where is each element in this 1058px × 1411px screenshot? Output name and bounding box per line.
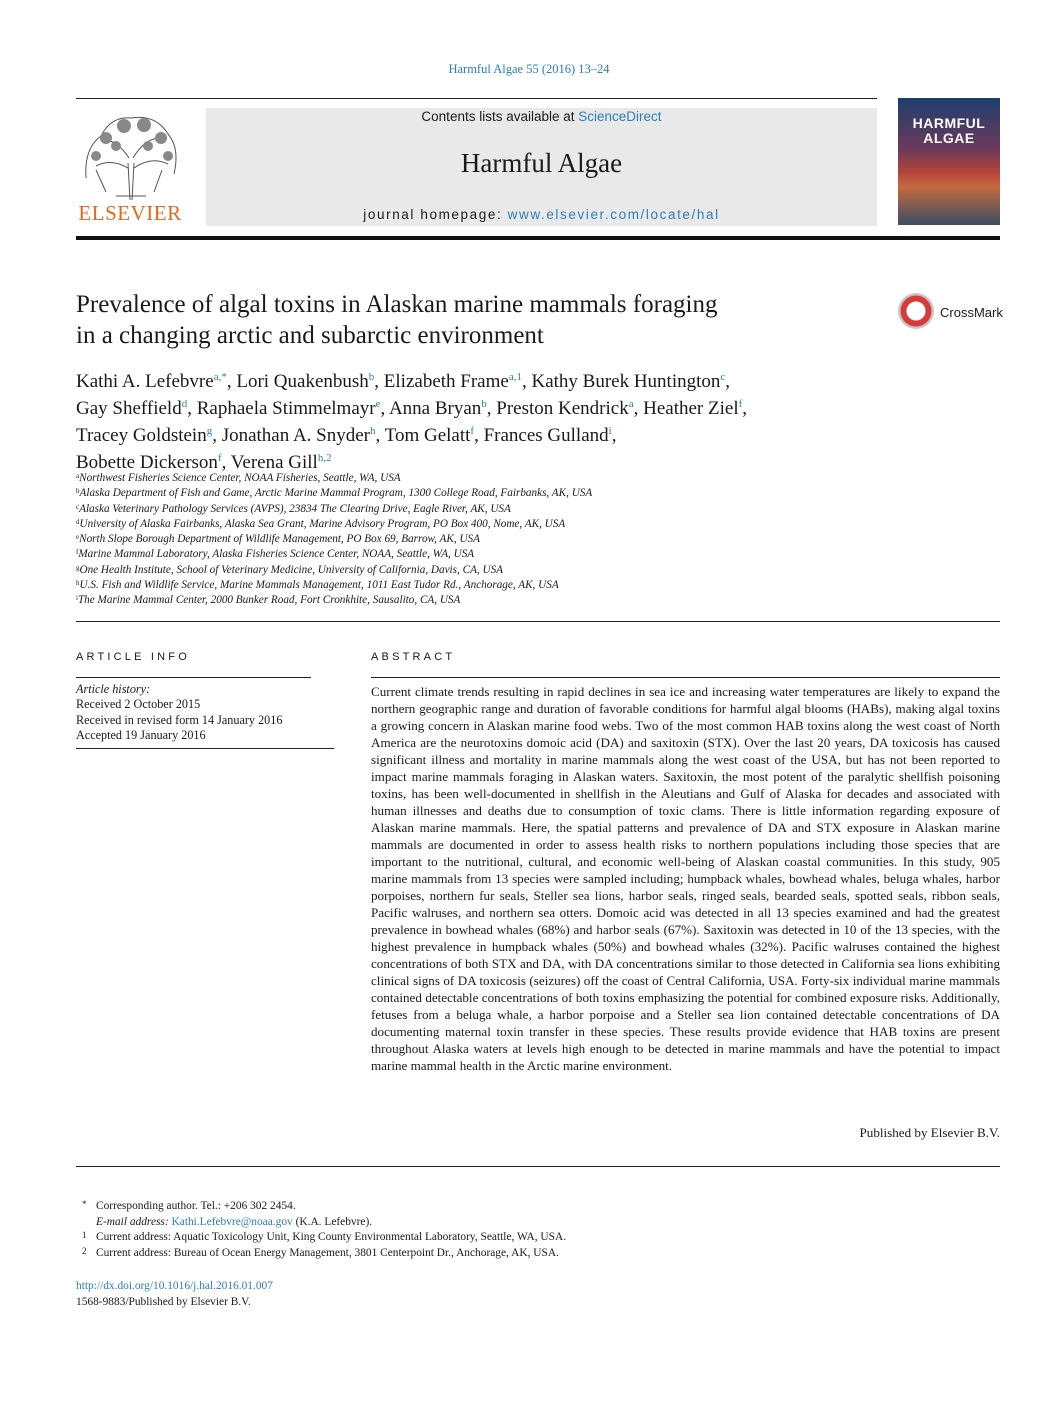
affiliation-item bbox=[76, 515, 976, 530]
author-separator: , bbox=[226, 371, 237, 392]
author-affiliation-marker[interactable]: h,2 bbox=[317, 452, 332, 464]
affiliation-text: U.S. Fish and Wildlife Service, Marine Mammals Management, 1011 East Tudor Rd., Anchorage, AK, USA bbox=[79, 579, 559, 592]
affiliation-item bbox=[76, 469, 976, 484]
affiliation-label: c bbox=[76, 502, 80, 511]
cover-title-line1: HARMFUL bbox=[912, 115, 986, 131]
accepted-date: Accepted 19 January 2016 bbox=[76, 727, 206, 742]
elsevier-logo[interactable] bbox=[76, 108, 184, 226]
affiliation-item bbox=[76, 530, 976, 545]
history-label: Article history: bbox=[76, 682, 151, 696]
author-name[interactable]: Verena Gill bbox=[230, 452, 318, 473]
author-affiliation-marker[interactable]: a,1 bbox=[508, 371, 522, 383]
affiliation-label: g bbox=[76, 563, 80, 572]
affiliation-label: f bbox=[76, 548, 79, 557]
journal-header bbox=[206, 108, 877, 226]
affiliation-label: i bbox=[76, 594, 78, 603]
email-label: E-mail address: bbox=[96, 1215, 169, 1228]
affiliation-item bbox=[76, 484, 976, 499]
author-line bbox=[76, 393, 956, 420]
footnote-1 bbox=[76, 1230, 976, 1246]
journal-citation[interactable]: Harmful Algae 55 (2016) 13–24 bbox=[448, 62, 610, 76]
crossmark-badge[interactable] bbox=[898, 293, 1008, 335]
author-separator: , bbox=[375, 425, 385, 446]
doi-block bbox=[76, 1279, 273, 1310]
cover-title-line2: ALGAE bbox=[923, 130, 975, 146]
author-name[interactable]: Heather Ziel bbox=[643, 398, 739, 419]
article-title bbox=[76, 289, 846, 351]
contents-prefix: Contents lists available at bbox=[421, 109, 575, 124]
author-separator: , bbox=[374, 371, 384, 392]
affiliations-rule bbox=[76, 621, 1000, 622]
article-info-heading: ARTICLE INFO bbox=[76, 651, 190, 663]
affiliation-text: Marine Mammal Laboratory, Alaska Fisheries Science Center, NOAA, Seattle, WA, USA bbox=[78, 548, 475, 561]
author-separator: , bbox=[380, 398, 389, 419]
author-affiliation-marker[interactable]: b bbox=[368, 371, 375, 383]
article-info-rule-top bbox=[76, 677, 311, 678]
author-affiliation-marker[interactable]: i bbox=[608, 425, 612, 437]
affiliation-item bbox=[76, 545, 976, 560]
affiliation-label: e bbox=[76, 533, 80, 542]
author-separator: , bbox=[742, 398, 748, 419]
tree-icon bbox=[76, 108, 184, 203]
author-separator: , bbox=[611, 425, 617, 446]
author-separator: , bbox=[486, 398, 497, 419]
received-date: Received 2 October 2015 bbox=[76, 697, 201, 712]
homepage-link[interactable]: www.elsevier.com/locate/hal bbox=[507, 207, 720, 222]
affiliation-item bbox=[76, 576, 976, 591]
crossmark-icon bbox=[898, 293, 934, 329]
abstract-text: Current climate trends resulting in rapid declines in sea ice and increasing water temperatures are likely to expand the northern geographic range and duration of favorable conditions for harmful algal blooms (HABs), making algal toxins a growing concern in Alaskan marine food webs. Two of the most common HAB toxins along the west coast of North America are the neurotoxins domoic acid (DA) and saxitoxin (STX). Over the last 20 years, DA toxicosis has caused significant illness and mortality in marine mammals along the west coast of the USA, but has not been reported to impact marine mammals foraging in Alaskan waters. Saxitoxin, the most potent of the paralytic shellfish poisoning toxins, has been well-documented in shellfish in the Aleutians and Gulf of Alaska for decades and associated with human illnesses and deaths due to consumption of toxic clams. There is little information regarding exposure of Alaskan marine mammals. Here, the spatial patterns and prevalence of DA and STX exposure in Alaskan marine mammals are documented in order to assess health risks to northern populations including those species that are important to the nutritional, cultural, and economic well-being of Alaskan coastal communities. In this study, 905 marine mammals from 13 species were sampled including; humpback whales, bowhead whales, beluga whales, harbor porpoises, northern fur seals, Steller sea lions, harbor seals, ringed seals, bearded seals, spotted seals, ribbon seals, Pacific walruses, and northern sea otters. Domoic acid was detected in all 13 species examined and had the greatest prevalence in bowhead whales (68%) and harbor seals (67%). Saxitoxin was detected in 10 of the 13 species, with the highest prevalence in humpback whales (50%) and bowhead whales (32%). Pacific walruses contained the highest concentrations of both STX and DA, with DA concentrations similar to those detected in California sea lions exhibiting clinical signs of DA toxicosis (seizures) off the coast of Central California, USA. Forty-six individual marine mammals contained detectable concentrations of both toxins emphasizing the potential for combined exposure risks. Additionally, fetuses from a beluga whale, a harbor porpoise and a Steller sea lion contained detectable concentrations of DA documenting maternal toxin transfer in these species. These results provide evidence that HAB toxins are present throughout Alaska waters at levels high enough to be detected in marine mammals and have the potential to impact marine mammal health in the Arctic marine environment. bbox=[371, 684, 1000, 1073]
journal-cover-image[interactable] bbox=[898, 98, 1000, 225]
author-affiliation-marker[interactable]: a bbox=[628, 398, 634, 410]
author-affiliation-marker[interactable]: g bbox=[206, 425, 213, 437]
author-affiliation-marker[interactable]: b bbox=[481, 398, 487, 410]
author-line bbox=[76, 366, 956, 393]
homepage-prefix: journal homepage: bbox=[363, 207, 503, 222]
abstract-heading: ABSTRACT bbox=[371, 651, 456, 663]
issn-line: 1568-9883/Published by Elsevier B.V. bbox=[76, 1295, 251, 1308]
revised-date: Received in revised form 14 January 2016 bbox=[76, 712, 283, 727]
author-affiliation-marker[interactable]: e bbox=[375, 398, 381, 410]
affiliation-item bbox=[76, 500, 976, 515]
fn-mark-2: 2 bbox=[82, 1245, 87, 1256]
abstract-rule bbox=[371, 677, 1000, 678]
article-history bbox=[76, 682, 336, 743]
affiliation-text: Northwest Fisheries Science Center, NOAA Fisheries, Seattle, WA, USA bbox=[79, 472, 401, 484]
author-separator: , bbox=[212, 425, 222, 446]
author-affiliation-marker[interactable]: d bbox=[181, 398, 188, 410]
author-name[interactable]: Raphaela Stimmelmayr bbox=[196, 398, 376, 419]
author-affiliation-marker[interactable]: f bbox=[217, 452, 222, 464]
footnote-2 bbox=[76, 1246, 976, 1262]
cover-title bbox=[898, 116, 1000, 146]
author-line bbox=[76, 420, 956, 447]
author-name[interactable]: Kathy Burek Huntington bbox=[531, 371, 721, 392]
email-suffix: (K.A. Lefebvre). bbox=[295, 1215, 373, 1228]
elsevier-wordmark: ELSEVIER bbox=[78, 201, 182, 225]
title-line2: in a changing arctic and subarctic environment bbox=[76, 322, 544, 349]
doi-link[interactable]: http://dx.doi.org/10.1016/j.hal.2016.01.007 bbox=[76, 1280, 273, 1292]
affiliation-text: University of Alaska Fairbanks, Alaska Sea Grant, Marine Advisory Program, PO Box 400, Nome, AK, USA bbox=[79, 517, 566, 530]
author-separator: , bbox=[221, 452, 231, 473]
author-name[interactable]: Preston Kendrick bbox=[496, 398, 629, 419]
author-affiliation-marker[interactable]: c bbox=[720, 371, 726, 383]
affiliation-label: b bbox=[76, 487, 80, 496]
affiliation-text: Alaska Veterinary Pathology Services (AVPS), 23834 The Clearing Drive, Eagle River, AK, USA bbox=[79, 502, 511, 515]
affiliation-list bbox=[76, 469, 976, 607]
affiliation-item bbox=[76, 561, 976, 576]
author-affiliation-marker[interactable]: f bbox=[470, 425, 475, 437]
sciencedirect-link[interactable]: ScienceDirect bbox=[578, 109, 662, 124]
author-name[interactable]: Kathi A. Lefebvre bbox=[76, 371, 214, 392]
affiliation-label: h bbox=[76, 579, 80, 588]
affiliation-text: The Marine Mammal Center, 2000 Bunker Road, Fort Cronkhite, Sausalito, CA, USA bbox=[77, 594, 461, 607]
affiliation-item bbox=[76, 591, 976, 606]
author-name[interactable]: Gay Sheffield bbox=[76, 398, 182, 419]
crossmark-label: CrossMark bbox=[940, 305, 1003, 320]
author-affiliation-marker[interactable]: h bbox=[370, 425, 376, 437]
affiliation-label: d bbox=[76, 517, 80, 526]
author-name[interactable]: Bobette Dickerson bbox=[76, 452, 218, 473]
title-line1: Prevalence of algal toxins in Alaskan marine mammals foraging bbox=[76, 291, 718, 318]
journal-name: Harmful Algae bbox=[460, 148, 623, 178]
author-separator: , bbox=[633, 398, 644, 419]
author-list bbox=[76, 366, 956, 474]
author-name[interactable]: Anna Bryan bbox=[388, 398, 482, 419]
author-affiliation-marker[interactable]: f bbox=[738, 398, 743, 410]
footnotes-rule bbox=[76, 1166, 1000, 1167]
author-name[interactable]: Elizabeth Frame bbox=[383, 371, 509, 392]
fn-mark-1: 1 bbox=[82, 1230, 87, 1240]
author-separator: , bbox=[725, 371, 731, 392]
email-link[interactable]: Kathi.Lefebvre@noaa.gov bbox=[171, 1215, 293, 1228]
author-name[interactable]: Frances Gulland bbox=[483, 425, 609, 446]
footnotes bbox=[76, 1199, 976, 1261]
email-note bbox=[76, 1215, 976, 1231]
author-name[interactable]: Tracey Goldstein bbox=[76, 425, 207, 446]
corresponding-author-note bbox=[76, 1199, 976, 1215]
author-separator: , bbox=[521, 371, 532, 392]
affiliation-text: One Health Institute, School of Veterinary Medicine, University of California, Davis, CA, USA bbox=[79, 563, 504, 576]
footnote-1-text: Current address: Aquatic Toxicology Unit, King County Environmental Laboratory, Seattle, WA, USA. bbox=[96, 1231, 567, 1243]
author-affiliation-marker[interactable]: a,* bbox=[213, 371, 227, 383]
footnote-2-text: Current address: Bureau of Ocean Energy Management, 3801 Centerpoint Dr., Anchorage, AK, USA. bbox=[96, 1246, 559, 1259]
article-info-rule-bottom bbox=[76, 748, 334, 749]
author-separator: , bbox=[474, 425, 484, 446]
header-top-rule bbox=[76, 98, 877, 99]
fn-mark-star: * bbox=[82, 1199, 87, 1209]
affiliation-text: Alaska Department of Fish and Game, Arctic Marine Mammal Program, 1300 College Road, Fairbanks, AK, USA bbox=[79, 487, 593, 500]
author-name[interactable]: Lori Quakenbush bbox=[236, 371, 369, 392]
corresponding-text: Corresponding author. Tel.: +206 302 2454. bbox=[96, 1200, 296, 1212]
contents-line bbox=[206, 109, 877, 124]
author-separator: , bbox=[187, 398, 197, 419]
author-name[interactable]: Jonathan A. Snyder bbox=[221, 425, 370, 446]
header-bottom-rule bbox=[76, 236, 1000, 240]
author-name[interactable]: Tom Gelatt bbox=[384, 425, 471, 446]
journal-homepage bbox=[206, 207, 877, 222]
abstract-publisher-line: Published by Elsevier B.V. bbox=[859, 1125, 1000, 1140]
affiliation-label: a bbox=[76, 472, 80, 480]
affiliation-text: North Slope Borough Department of Wildlife Management, PO Box 69, Barrow, AK, USA bbox=[79, 533, 480, 546]
